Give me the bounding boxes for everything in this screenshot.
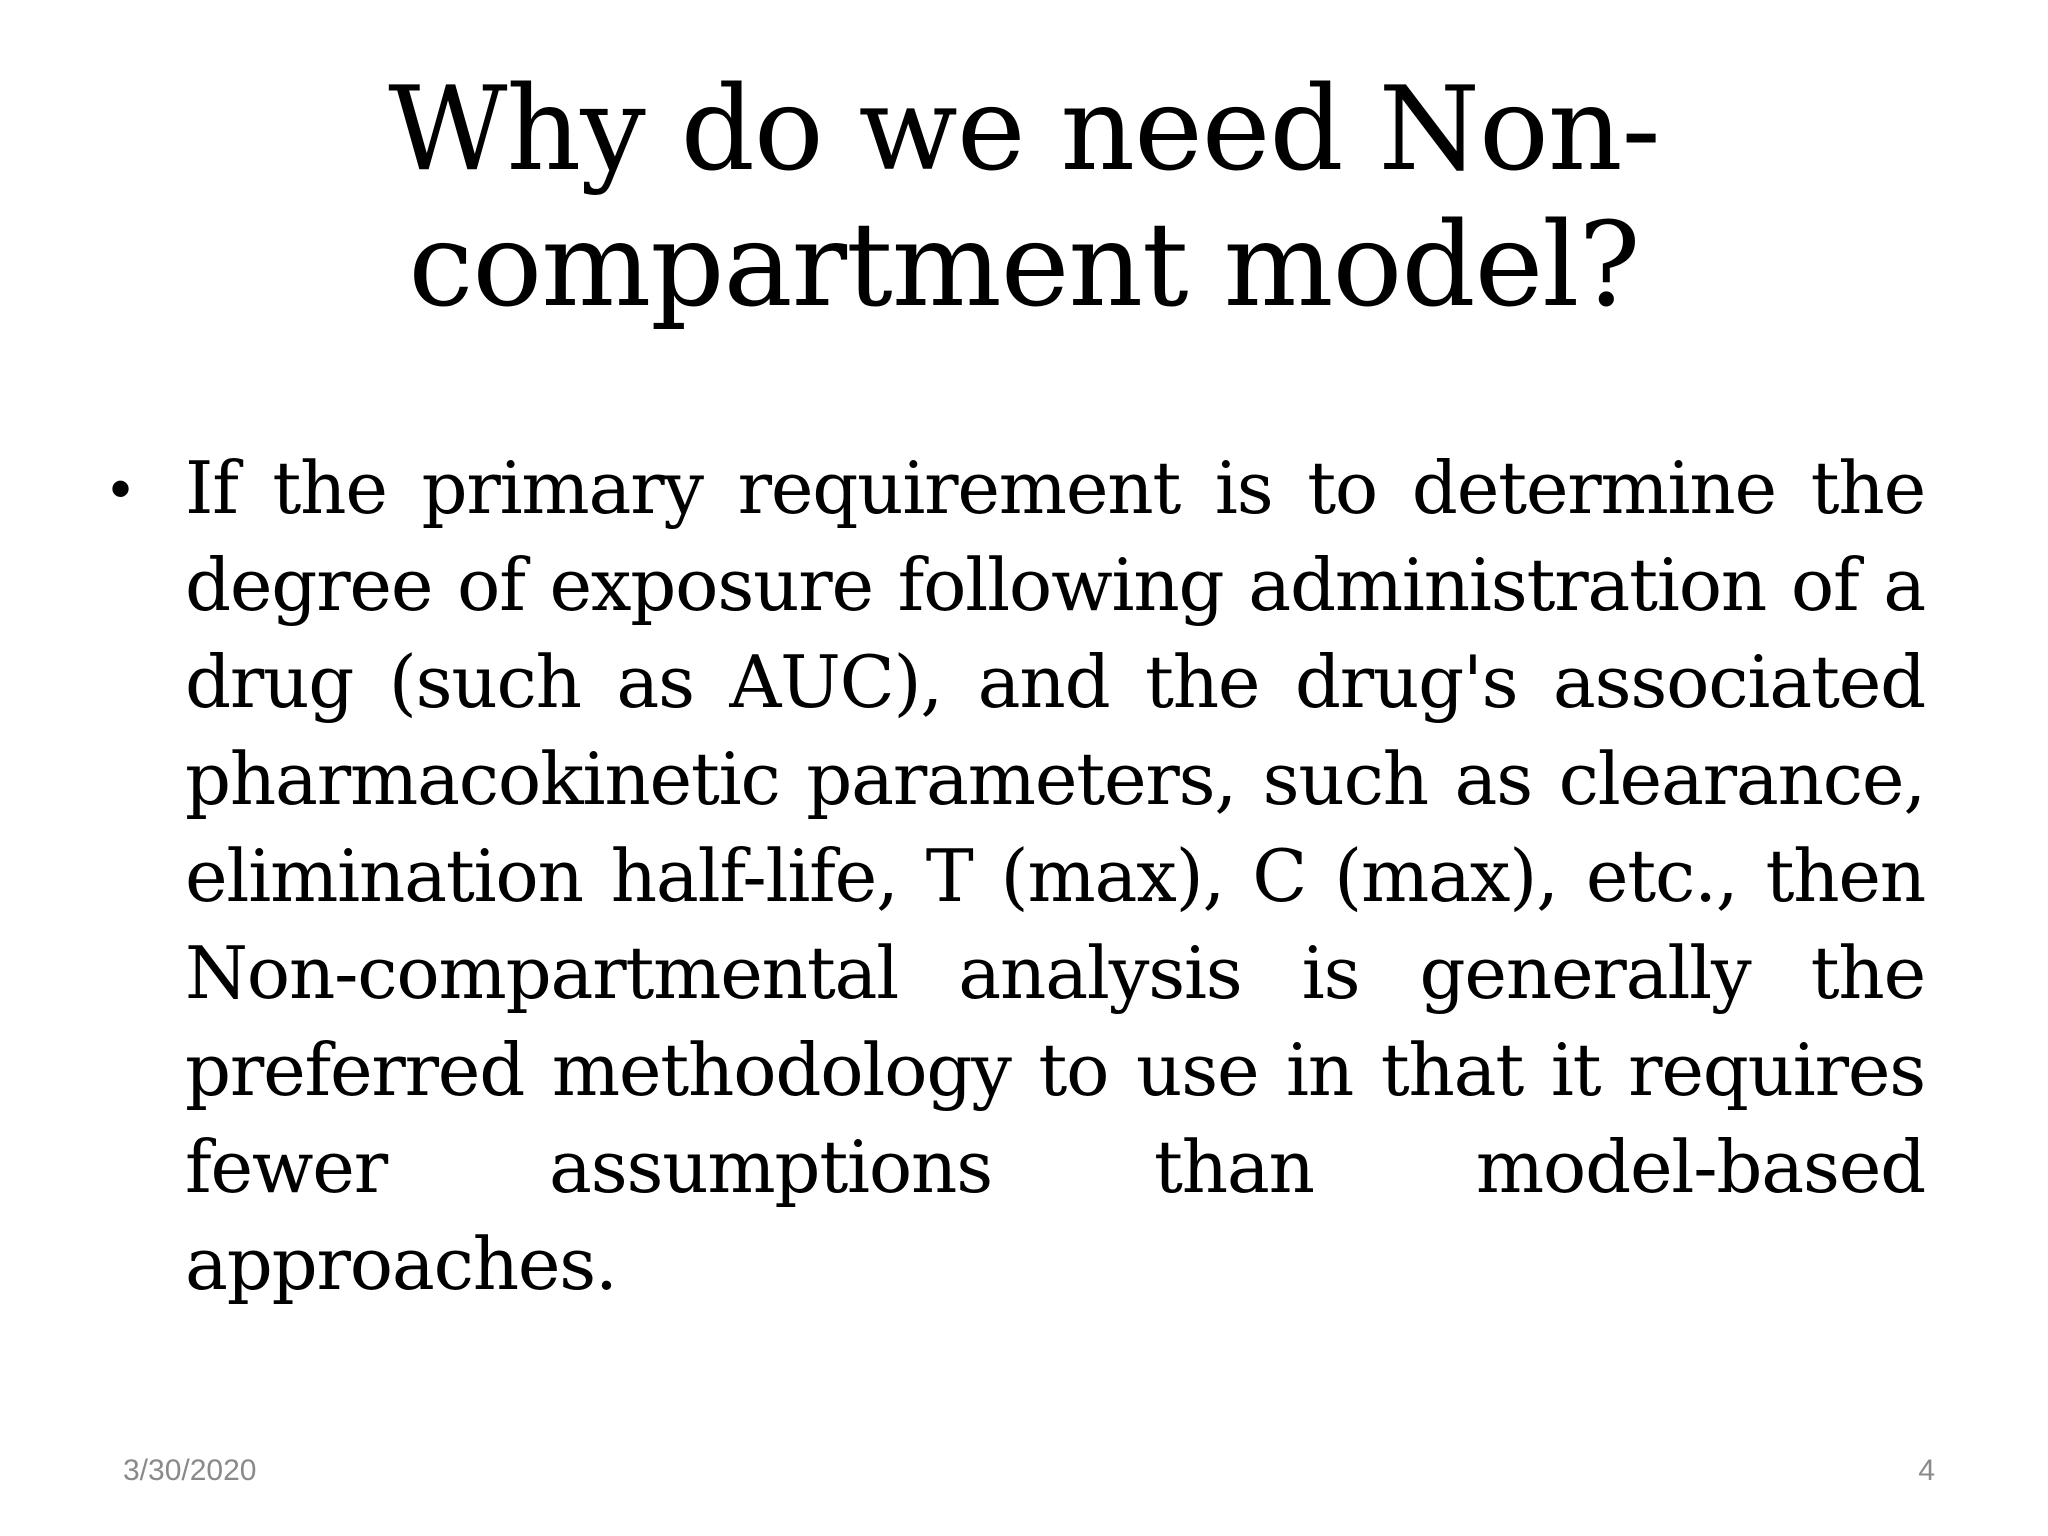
slide-title — [300, 62, 1748, 334]
slide-title-line-2: compartment model? — [408, 198, 1640, 333]
bullet-icon: • — [110, 455, 132, 522]
slide-title-line-1: Why do we need Non- — [388, 62, 1660, 197]
slide-body — [105, 440, 1925, 1313]
bullet-item — [105, 440, 1925, 1313]
bullet-text: If the primary requirement is to determine the degree of exposure following administration of a drug (such as AUC), and the drug's associated pharmacokinetic parameters, such as clearance, elimination half-life, T (max), C (max), etc., then Non-compartmental analysis is generally the preferred methodology to use in that it requires fewer assumptions than model-based approaches. — [185, 446, 1925, 1306]
footer-date: 3/30/2020 — [123, 1454, 257, 1487]
footer-page-number: 4 — [1918, 1454, 1935, 1487]
